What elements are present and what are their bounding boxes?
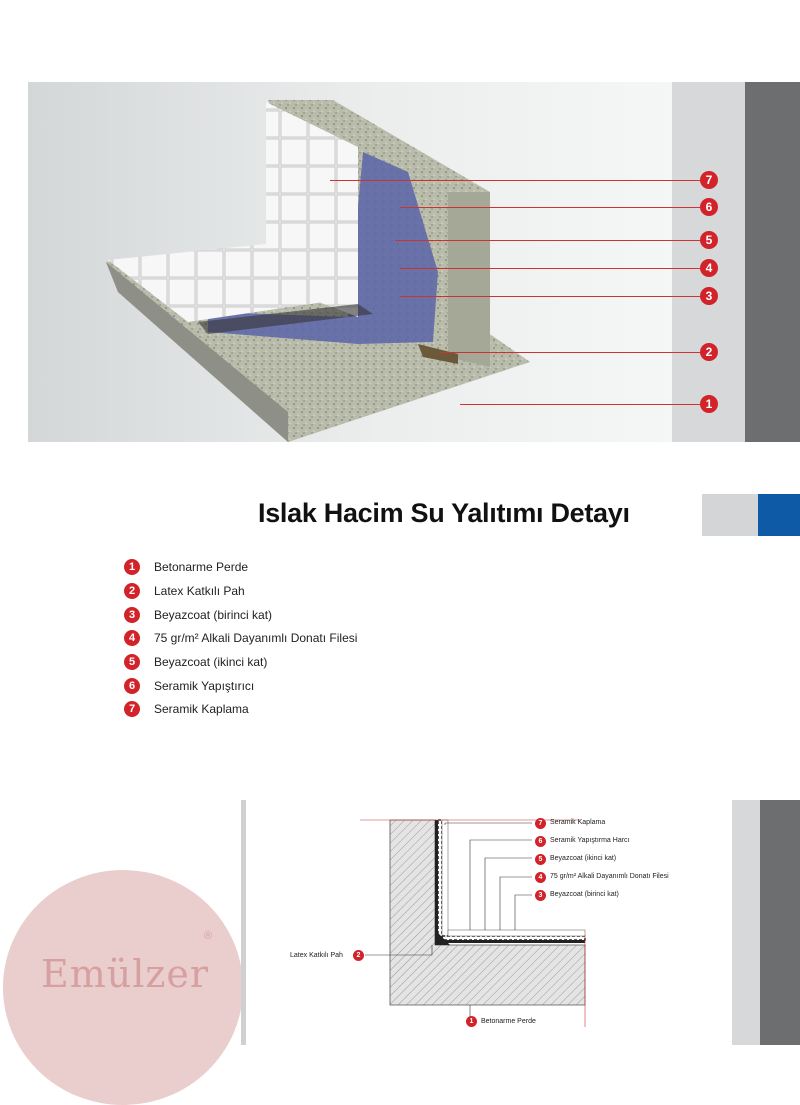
section-label-1: Betonarme Perde: [481, 1018, 536, 1025]
hero-marker-2: 2: [700, 343, 718, 361]
logo-registered-mark: ®: [204, 930, 213, 942]
legend-item: [124, 581, 245, 601]
leader-line-1: [460, 404, 700, 405]
legend-label: Beyazcoat (ikinci kat): [154, 655, 268, 669]
legend-item: [124, 652, 267, 672]
mesh-layer-vertical: [438, 820, 442, 938]
legend-number: 7: [124, 701, 140, 717]
hero-marker-1: 1: [700, 395, 718, 413]
leader-line-7: [330, 180, 700, 181]
legend-label: Betonarme Perde: [154, 560, 249, 574]
legend-item: [124, 628, 357, 648]
legend-label: Seramik Yapıştırıcı: [154, 679, 255, 693]
section-marker-5: 5: [535, 854, 546, 865]
leader-line-4: [400, 268, 700, 269]
leader-line-3: [400, 296, 700, 297]
hero-marker-5: 5: [700, 231, 718, 249]
hero-marker-4: 4: [700, 259, 718, 277]
section-label-7: Seramik Kaplama: [550, 819, 606, 826]
section-label-3: Beyazcoat (birinci kat): [550, 891, 619, 898]
hero-illustration-panel: [28, 82, 672, 442]
legend-number: 6: [124, 678, 140, 694]
legend-item: [124, 676, 254, 696]
legend-number: 2: [124, 583, 140, 599]
section-marker-2: 2: [353, 950, 364, 961]
hero-marker-7: 7: [700, 171, 718, 189]
legend-number: 4: [124, 630, 140, 646]
leader-line-6: [400, 207, 700, 208]
concrete-wall-section: [390, 820, 585, 1005]
bottom-side-band-light: [732, 800, 760, 1045]
logo-text: Emülzer: [40, 952, 210, 996]
section-marker-1: 1: [466, 1016, 477, 1027]
legend-item: [124, 605, 272, 625]
legend-item: [124, 699, 249, 719]
section-marker-6: 6: [535, 836, 546, 847]
hero-marker-3: 3: [700, 287, 718, 305]
section-marker-4: 4: [535, 872, 546, 883]
legend-label: Beyazcoat (birinci kat): [154, 608, 273, 622]
section-label-4: 75 gr/m² Alkali Dayanımlı Donatı Filesi: [550, 873, 669, 880]
title-accent-gray: [702, 494, 758, 536]
section-label-6: Seramik Yapıştırma Harcı: [550, 837, 630, 844]
legend-number: 1: [124, 559, 140, 575]
legend-label: Seramik Kaplama: [154, 702, 249, 716]
legend-item: [124, 557, 248, 577]
legend-label: Latex Katkılı Pah: [154, 584, 245, 598]
hero-marker-6: 6: [700, 198, 718, 216]
bottom-side-band-dark: [760, 800, 800, 1045]
legend-label: 75 gr/m² Alkali Dayanımlı Donatı Filesi: [154, 631, 358, 645]
leader-line-2: [440, 352, 700, 353]
section-marker-3: 3: [535, 890, 546, 901]
hero-side-band-dark: [745, 82, 800, 442]
section-label-5: Beyazcoat (ikinci kat): [550, 855, 617, 862]
section-divider: [241, 800, 246, 1045]
legend-number: 5: [124, 654, 140, 670]
tile-layer-horizontal: [448, 930, 585, 936]
waterproofing-3d-illustration: [28, 82, 672, 442]
page-title: Islak Hacim Su Yalıtımı Detayı: [258, 498, 630, 528]
mesh-layer-horizontal: [442, 936, 585, 940]
title-accent-blue: [758, 494, 800, 536]
section-label-2: Latex Katkılı Pah: [290, 952, 343, 959]
tile-layer-vertical: [442, 820, 448, 936]
legend-number: 3: [124, 607, 140, 623]
section-marker-7: 7: [535, 818, 546, 829]
leader-line-5: [395, 240, 700, 241]
